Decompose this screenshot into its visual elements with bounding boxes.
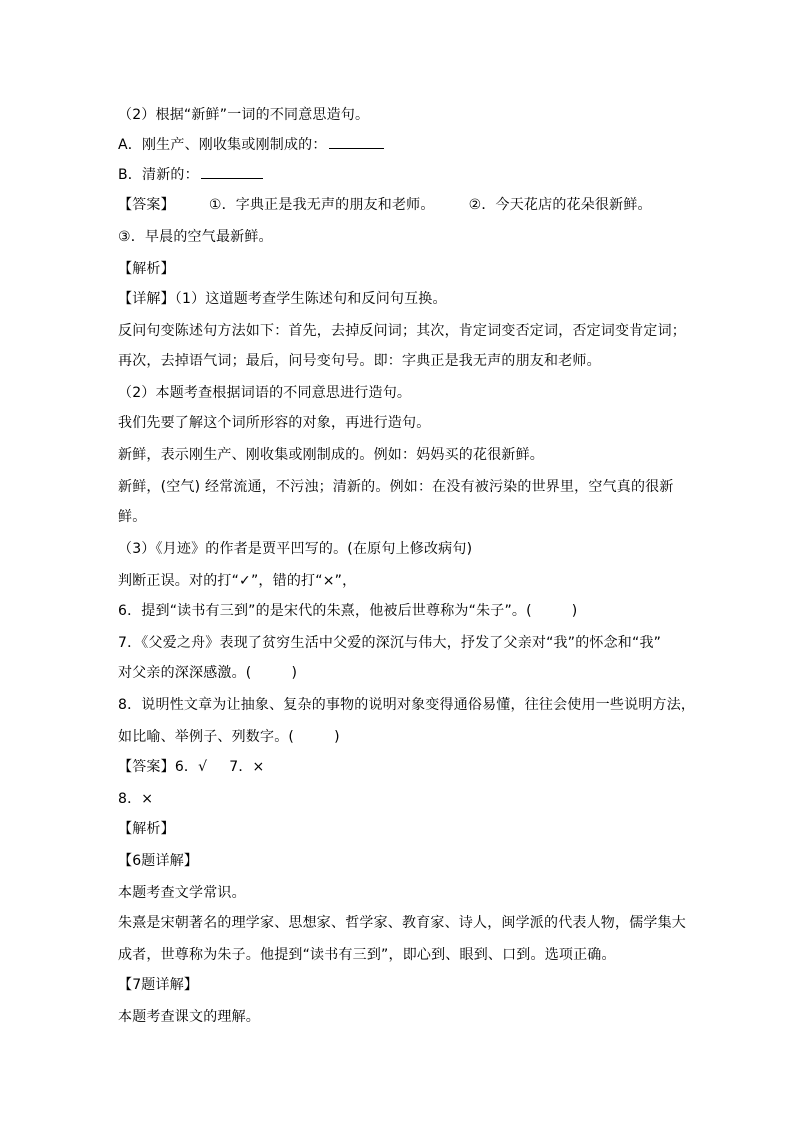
answer-label: 【答案】	[118, 759, 175, 775]
judge-instructions: 判断正误。对的打“✓”，错的打“×”，	[118, 573, 357, 589]
explanation-line: 成者，世尊称为朱子。他提到“读书有三到”，即心到、眼到、口到。选项正确。	[118, 947, 616, 963]
answer-label: 【答案】	[118, 197, 175, 213]
option-a-line: A．刚生产、刚收集或刚制成的：	[118, 136, 678, 154]
explanation-line: 新鲜，(空气) 经常流通，不污浊；清新的。例如：在没有被污染的世界里，空气真的很新	[118, 479, 674, 495]
answer-line-1	[118, 196, 678, 214]
option-b-line: B．清新的：	[118, 166, 678, 184]
explanation-line: 再次，去掉语气词；最后，问号变句号。即：字典正是我无声的朋友和老师。	[118, 353, 601, 369]
question-8: 8．说明性文章为让抽象、复杂的事物的说明对象变得通俗易懂，往往会使用一些说明方法，	[118, 697, 696, 713]
answer-blank-b[interactable]	[201, 166, 263, 179]
explanation-line: 鲜。	[118, 509, 147, 525]
explanation-line: 本题考查课文的理解。	[118, 1009, 260, 1025]
question-3-prompt: （3）《月迹》的作者是贾平凹写的。(在原句上修改病句)	[118, 541, 473, 557]
explanation-line: 反问句变陈述句方法如下：首先，去掉反问词；其次，肯定词变否定词，否定词变肯定词；	[118, 323, 686, 339]
analysis-heading: 【解析】	[118, 821, 175, 837]
answer-item-2: ②．今天花店的花朵很新鲜。	[468, 197, 652, 213]
answer-item-1: ①．字典正是我无声的朋友和老师。	[208, 197, 435, 213]
explanation-line: 我们先要了解这个词所形容的对象，再进行造句。	[118, 415, 431, 431]
answer-line-2	[118, 758, 678, 776]
answer-item-3: ③．早晨的空气最新鲜。	[118, 229, 273, 245]
answer-blank-a[interactable]	[329, 136, 384, 149]
analysis-heading: 【解析】	[118, 261, 175, 277]
detail-heading-7: 【7题详解】	[118, 977, 199, 993]
explanation-line: （2）本题考查根据词语的不同意思进行造句。	[118, 385, 412, 401]
answer-item-7: 7．×	[229, 759, 265, 775]
explanation-line: 朱熹是宋朝著名的理学家、思想家、哲学家、教育家、诗人，闽学派的代表人物，儒学集大	[118, 915, 686, 931]
explanation-line: 新鲜，表示刚生产、刚收集或刚制成的。例如：妈妈买的花很新鲜。	[118, 447, 544, 463]
detail-heading-6: 【6题详解】	[118, 853, 199, 869]
question-7-cont: 对父亲的深深感激。( )	[118, 665, 298, 681]
question-6: 6．提到“读书有三到”的是宋代的朱熹，他被后世尊称为“朱子”。( )	[118, 603, 578, 619]
question-2-prompt: （2）根据“新鲜”一词的不同意思造句。	[118, 107, 370, 123]
question-7: 7．《父爱之舟》表现了贫穷生活中父爱的深沉与伟大，抒发了父亲对“我”的怀念和“我”	[118, 635, 662, 651]
detail-heading-1: 【详解】（1）这道题考查学生陈述句和反问句互换。	[118, 291, 447, 307]
explanation-line: 本题考查文学常识。	[118, 885, 246, 901]
answer-item-8: 8．×	[118, 791, 154, 807]
question-8-cont: 如比喻、举例子、列数字。( )	[118, 729, 340, 745]
answer-item-6: 6．√	[174, 759, 208, 775]
